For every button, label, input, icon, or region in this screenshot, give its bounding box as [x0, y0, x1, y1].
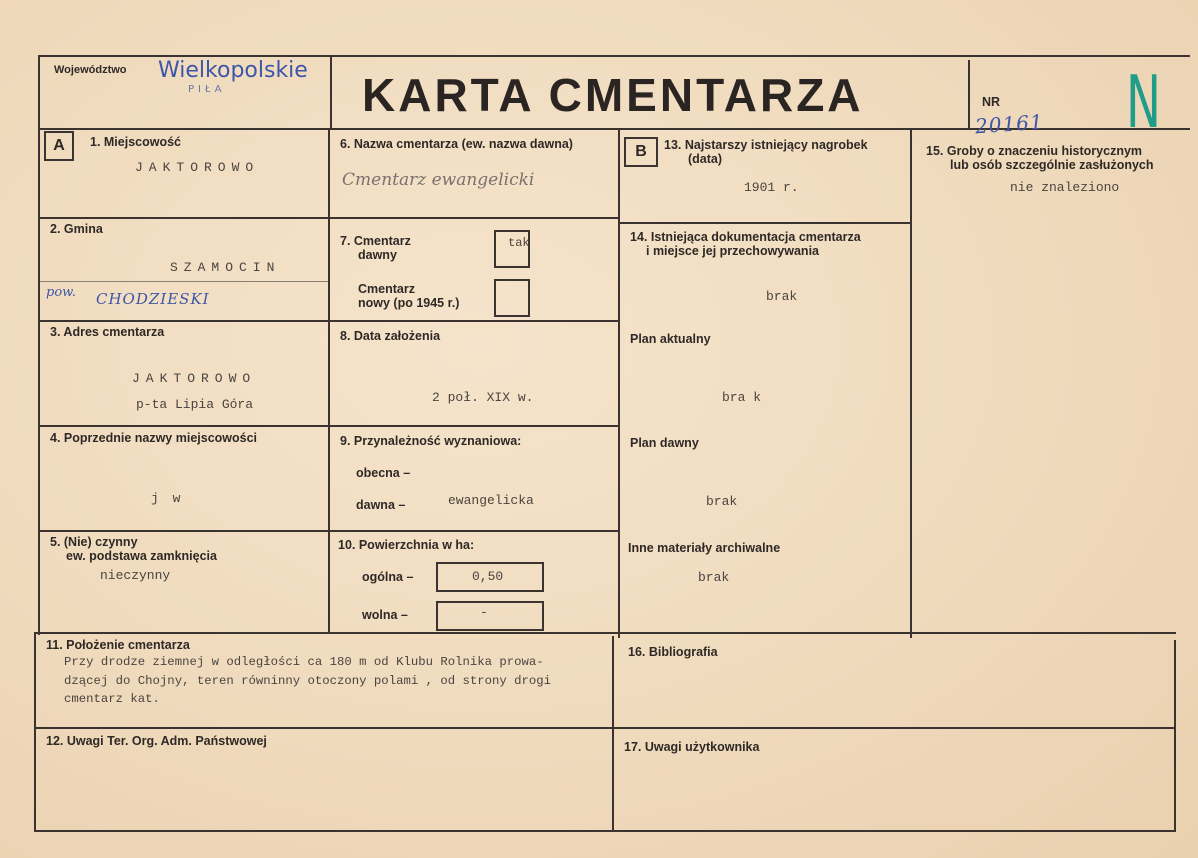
nr-label: NR	[982, 95, 1001, 109]
field-7-label-2: dawny	[358, 248, 397, 262]
plan-aktualny-label: Plan aktualny	[630, 332, 711, 346]
field-4-value: j w	[151, 491, 184, 506]
field-6-value: Cmentarz ewangelicki	[342, 170, 535, 190]
field-7-new-label-2: nowy (po 1945 r.)	[358, 296, 460, 310]
row-line-l6	[34, 727, 1176, 729]
field-15-label-2: lub osób szczególnie zasłużonych	[950, 158, 1154, 172]
col-divider-2-lower	[612, 636, 614, 831]
field-6-label: 6. Nazwa cmentarza (ew. nazwa dawna)	[340, 137, 573, 151]
frame-left-line	[38, 55, 40, 635]
row-line-l5	[36, 632, 1176, 634]
field-5-label-2: ew. podstawa zamknięcia	[66, 549, 217, 563]
field-11-line-1: Przy drodze ziemnej w odległości ca 180 m od Klubu Rolnika prowa-	[64, 655, 544, 669]
field-9-label: 9. Przynależność wyznaniowa:	[340, 434, 522, 448]
wojewodztwo-label: Województwo	[54, 64, 127, 76]
row-line-l1	[38, 217, 618, 219]
field-7-check-value: tak	[508, 236, 530, 250]
frame-right-line	[1174, 640, 1176, 832]
row-line-b1	[618, 222, 910, 224]
section-b-badge: B	[624, 137, 658, 167]
header-divider-2	[968, 60, 970, 130]
inne-materialy-value: brak	[698, 570, 730, 585]
field-13-label-2: (data)	[688, 152, 723, 166]
field-2-value: SZAMOCIN	[170, 260, 281, 275]
field-14-value: brak	[766, 289, 798, 304]
frame-top-line	[40, 55, 1190, 57]
field-10-label: 10. Powierzchnia w ha:	[338, 538, 475, 552]
field-7-new-checkbox[interactable]	[494, 279, 530, 317]
field-11-line-2: dzącej do Chojny, teren równinny otoczony polami , od strony drogi	[64, 674, 552, 688]
field-11-line-3: cmentarz kat.	[64, 692, 160, 706]
plan-dawny-label: Plan dawny	[630, 436, 699, 450]
field-13-value: 1901 r.	[744, 180, 799, 195]
field-11-label: 11. Położenie cmentarza	[46, 638, 190, 652]
field-3-value-2: p-ta Lipia Góra	[136, 397, 254, 412]
frame-bottom-line	[34, 830, 1176, 832]
field-14-label-2: i miejsce jej przechowywania	[646, 244, 819, 258]
field-16-label: 16. Bibliografia	[628, 645, 718, 659]
field-9-dawna-value: ewangelicka	[448, 493, 534, 508]
field-7-new-label-1: Cmentarz	[358, 282, 415, 296]
nr-value: 20161	[974, 109, 1045, 139]
field-10-ogolna-label: ogólna –	[362, 570, 414, 584]
field-10-wolna-label: wolna –	[362, 608, 408, 622]
field-12-label: 12. Uwagi Ter. Org. Adm. Państwowej	[46, 734, 267, 748]
col-divider-3	[910, 128, 912, 638]
field-5-value: nieczynny	[100, 568, 171, 583]
field-4-label: 4. Poprzednie nazwy miejscowości	[50, 431, 258, 445]
field-3-value-1: JAKTOROWO	[132, 371, 257, 386]
frame-left-line-lower	[34, 632, 36, 832]
wojewodztwo-stamp: Wielkopolskie	[158, 58, 308, 83]
row-line-l2	[38, 320, 618, 322]
field-2-pow: pow.	[46, 285, 76, 300]
plan-aktualny-value: bra k	[722, 390, 762, 405]
field-9-obecna-label: obecna –	[356, 466, 411, 480]
col-divider-1	[328, 128, 330, 633]
inne-materialy-label: Inne materiały archiwalne	[628, 541, 781, 555]
row-line-l3	[38, 425, 618, 427]
field-13-label-1: 13. Najstarszy istniejący nagrobek	[664, 138, 868, 152]
field-1-label: 1. Miejscowość	[90, 135, 182, 149]
field-17-label: 17. Uwagi użytkownika	[624, 740, 760, 754]
field-10-wolna-value: -	[480, 605, 488, 620]
field-14-label-1: 14. Istniejąca dokumentacja cmentarza	[630, 230, 861, 244]
field-2-label: 2. Gmina	[50, 222, 103, 236]
field-9-dawna-label: dawna –	[356, 498, 406, 512]
field-10-wolna-box[interactable]	[436, 601, 544, 631]
field-8-value: 2 poł. XIX w.	[432, 390, 534, 405]
field-10-ogolna-value: 0,50	[472, 569, 504, 584]
field-5-label-1: 5. (Nie) czynny	[50, 535, 138, 549]
wojewodztwo-sub-stamp: PIŁA	[188, 84, 226, 95]
row-line-l4	[38, 530, 618, 532]
col-divider-2	[618, 128, 620, 638]
page-title: KARTA CMENTARZA	[362, 69, 864, 121]
field-15-label-1: 15. Groby o znaczeniu historycznym	[926, 144, 1143, 158]
field-7-label-1: 7. Cmentarz	[340, 234, 411, 248]
nr-mark: N	[1126, 60, 1162, 144]
field-3-label: 3. Adres cmentarza	[50, 325, 165, 339]
gmina-subline	[40, 281, 328, 282]
field-8-label: 8. Data założenia	[340, 329, 441, 343]
field-15-value: nie znaleziono	[1010, 180, 1120, 195]
field-2-pow-value: CHODZIESKI	[96, 290, 210, 308]
field-1-value: JAKTOROWO	[135, 160, 260, 175]
header-divider-1	[330, 55, 332, 130]
section-a-badge: A	[44, 131, 74, 161]
plan-dawny-value: brak	[706, 494, 738, 509]
